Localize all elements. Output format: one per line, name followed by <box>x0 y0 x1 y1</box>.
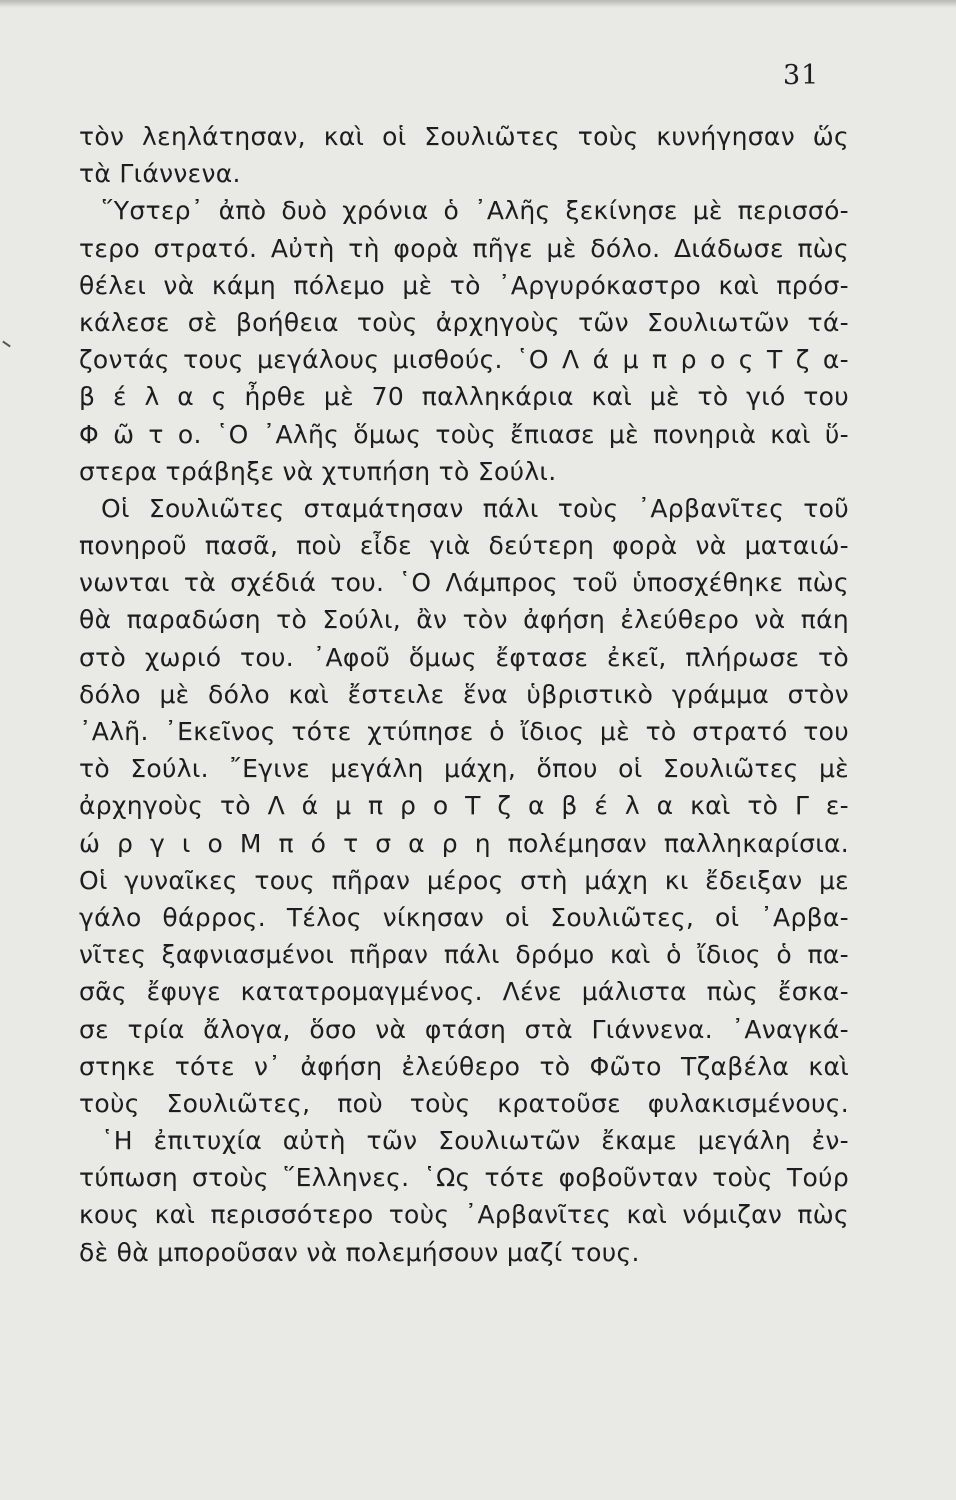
margin-mark <box>2 341 11 348</box>
text-line: ζοντάς τους μεγάλους μισθούς. ῾Ο Λ ά μ π ρ ο ς Τ ζ α- <box>79 345 849 375</box>
text-line: ῾Η ἐπιτυχία αὐτὴ τῶν Σουλιωτῶν ἔκαμε μεγάλη ἐν- <box>101 1126 849 1156</box>
text-line: ώ ρ γ ι ο Μ π ό τ σ α ρ η πολέμησαν παλληκαρίσια. <box>79 828 849 858</box>
text-line: κάλεσε σὲ βοήθεια τοὺς ἀρχηγοὺς τῶν Σουλιωτῶν τά- <box>79 307 849 337</box>
text-line: θέλει νὰ κάμη πόλεμο μὲ τὸ ᾽Αργυρόκαστρο καὶ πρόσ- <box>79 270 849 300</box>
text-line: σᾶς ἔφυγε κατατρομαγμένος. Λένε μάλιστα πὼς ἔσκα- <box>79 977 849 1007</box>
text-line: δόλο μὲ δόλο καὶ ἔστειλε ἕνα ὑβριστικὸ γράμμα στὸν <box>79 679 849 709</box>
text-line: τὰ Γιάννενα. <box>79 159 241 189</box>
text-line: ἀρχηγοὺς τὸ Λ ά μ π ρ ο Τ ζ α β έ λ α καὶ τὸ Γ ε- <box>79 791 849 821</box>
text-line: τὸ Σούλι. ῎Εγινε μεγάλη μάχη, ὅπου οἱ Σουλιῶτες μὲ <box>79 754 849 784</box>
text-line: πονηροῦ πασᾶ, ποὺ εἶδε γιὰ δεύτερη φορὰ νὰ ματαιώ- <box>79 531 849 561</box>
body-text <box>79 118 849 1271</box>
text-line: τερο στρατό. Αὐτὴ τὴ φορὰ πῆγε μὲ δόλο. Διάδωσε πὼς <box>79 233 849 263</box>
text-line: ᾽Αλῆ. ᾽Εκεῖνος τότε χτύπησε ὁ ἴδιος μὲ τὸ στρατό του <box>79 717 849 746</box>
text-line: β έ λ α ς ἦρθε μὲ 70 παλληκάρια καὶ μὲ τὸ γιό του <box>79 382 849 412</box>
text-line: Φ ῶ τ ο. ῾Ο ᾽Αλῆς ὅμως τοὺς ἔπιασε μὲ πονηριὰ καὶ ὕ- <box>79 419 849 449</box>
text-line: τύπωση στοὺς ῞Ελληνες. ῾Ως τότε φοβοῦνταν τοὺς Τούρ <box>79 1163 849 1193</box>
text-line: γάλο θάρρος. Τέλος νίκησαν οἱ Σουλιῶτες, οἱ ᾽Αρβα- <box>79 902 849 932</box>
text-line: δὲ θὰ μποροῦσαν νὰ πολεμήσουν μαζί τους. <box>79 1237 640 1267</box>
text-line: ῞Υστερ᾽ ἀπὸ δυὸ χρόνια ὁ ᾽Αλῆς ξεκίνησε μὲ περισσό- <box>101 196 849 226</box>
text-line: θὰ παραδώση τὸ Σούλι, ἂν τὸν ἀφήση ἐλεύθερο νὰ πάη <box>79 605 849 635</box>
text-line: Οἱ Σουλιῶτες σταμάτησαν πάλι τοὺς ᾽Αρβανῖτες τοῦ <box>101 493 849 523</box>
text-line: τοὺς Σουλιῶτες, ποὺ τοὺς κρατοῦσε φυλακισμένους. <box>79 1088 849 1118</box>
text-line: σε τρία ἄλογα, ὅσο νὰ φτάση στὰ Γιάννενα. ᾽Αναγκά- <box>79 1014 849 1044</box>
text-line: στὸ χωριό του. ᾽Αφοῦ ὅμως ἔφτασε ἐκεῖ, πλήρωσε τὸ <box>79 642 849 672</box>
text-line: τὸν λεηλάτησαν, καὶ οἱ Σουλιῶτες τοὺς κυνήγησαν ὥς <box>79 122 849 151</box>
text-line: κους καὶ περισσότερο τοὺς ᾽Αρβανῖτες καὶ νόμιζαν πὼς <box>79 1200 849 1230</box>
page-top-edge <box>0 0 956 8</box>
text-line: νωνται τὰ σχέδιά του. ῾Ο Λάμπρος τοῦ ὑποσχέθηκε πὼς <box>79 568 849 598</box>
text-line: στερα τράβηξε νὰ χτυπήση τὸ Σούλι. <box>79 456 557 486</box>
text-line: Οἱ γυναῖκες τους πῆραν μέρος στὴ μάχη κι ἔδειξαν με <box>79 865 849 895</box>
page-number: 31 <box>783 60 820 91</box>
text-line: νῖτες ξαφνιασμένοι πῆραν πάλι δρόμο καὶ ὁ ἴδιος ὁ πα- <box>79 940 849 970</box>
text-line: στηκε τότε ν᾽ ἀφήση ἐλεύθερο τὸ Φῶτο Τζαβέλα καὶ <box>79 1051 849 1081</box>
